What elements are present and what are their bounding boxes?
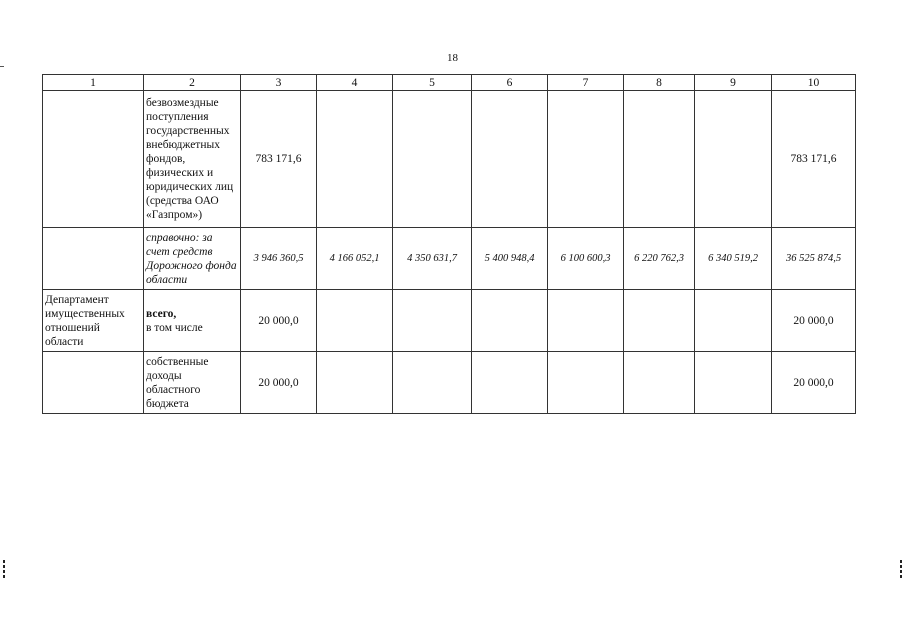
value-cell: 3 946 360,5 bbox=[241, 228, 317, 290]
value-cell bbox=[393, 290, 472, 352]
value-cell bbox=[548, 290, 624, 352]
value-cell bbox=[695, 290, 772, 352]
value-cell: 5 400 948,4 bbox=[472, 228, 548, 290]
value-cell bbox=[317, 290, 393, 352]
total-cell: 36 525 874,5 bbox=[772, 228, 856, 290]
value-cell: 783 171,6 bbox=[241, 91, 317, 228]
table-row bbox=[43, 228, 856, 290]
value-cell bbox=[548, 91, 624, 228]
value-cell bbox=[624, 91, 695, 228]
department-cell bbox=[43, 91, 144, 228]
margin-tick bbox=[0, 66, 4, 67]
budget-table bbox=[42, 74, 856, 414]
value-cell: 6 100 600,3 bbox=[548, 228, 624, 290]
column-number: 5 bbox=[393, 75, 472, 91]
column-number: 10 bbox=[772, 75, 856, 91]
value-cell bbox=[624, 352, 695, 414]
total-cell: 20 000,0 bbox=[772, 290, 856, 352]
description-cell: безвозмездные поступления государственных внебюджетных фондов, физических и юридических лиц (средства ОАО «Газпром») bbox=[144, 91, 241, 228]
column-number: 9 bbox=[695, 75, 772, 91]
description-cell: собственные доходы областного бюджета bbox=[144, 352, 241, 414]
value-cell: 20 000,0 bbox=[241, 352, 317, 414]
department-cell bbox=[43, 352, 144, 414]
table-row bbox=[43, 352, 856, 414]
value-cell: 6 220 762,3 bbox=[624, 228, 695, 290]
column-number: 1 bbox=[43, 75, 144, 91]
value-cell bbox=[624, 290, 695, 352]
header-row bbox=[43, 75, 856, 91]
scan-edge-mark bbox=[3, 560, 5, 578]
column-number: 3 bbox=[241, 75, 317, 91]
value-cell bbox=[393, 91, 472, 228]
value-cell bbox=[472, 91, 548, 228]
value-cell bbox=[472, 352, 548, 414]
page-number: 18 bbox=[447, 52, 458, 64]
column-number: 7 bbox=[548, 75, 624, 91]
value-cell bbox=[695, 91, 772, 228]
table-row bbox=[43, 91, 856, 228]
value-cell bbox=[393, 352, 472, 414]
table-row bbox=[43, 290, 856, 352]
value-cell: 6 340 519,2 bbox=[695, 228, 772, 290]
column-number: 8 bbox=[624, 75, 695, 91]
total-cell: 783 171,6 bbox=[772, 91, 856, 228]
description-cell bbox=[144, 290, 241, 352]
column-number: 6 bbox=[472, 75, 548, 91]
value-cell bbox=[317, 352, 393, 414]
value-cell: 4 166 052,1 bbox=[317, 228, 393, 290]
department-cell bbox=[43, 228, 144, 290]
scan-edge-mark bbox=[900, 560, 902, 578]
value-cell bbox=[472, 290, 548, 352]
description-rest: в том числе bbox=[146, 321, 203, 334]
value-cell: 4 350 631,7 bbox=[393, 228, 472, 290]
value-cell: 20 000,0 bbox=[241, 290, 317, 352]
description-bold: всего, bbox=[146, 307, 177, 320]
column-number: 2 bbox=[144, 75, 241, 91]
column-number: 4 bbox=[317, 75, 393, 91]
description-cell: справочно: за счет средств Дорожного фонда области bbox=[144, 228, 241, 290]
value-cell bbox=[695, 352, 772, 414]
total-cell: 20 000,0 bbox=[772, 352, 856, 414]
value-cell bbox=[317, 91, 393, 228]
value-cell bbox=[548, 352, 624, 414]
department-cell: Департамент имущественных отношений области bbox=[43, 290, 144, 352]
